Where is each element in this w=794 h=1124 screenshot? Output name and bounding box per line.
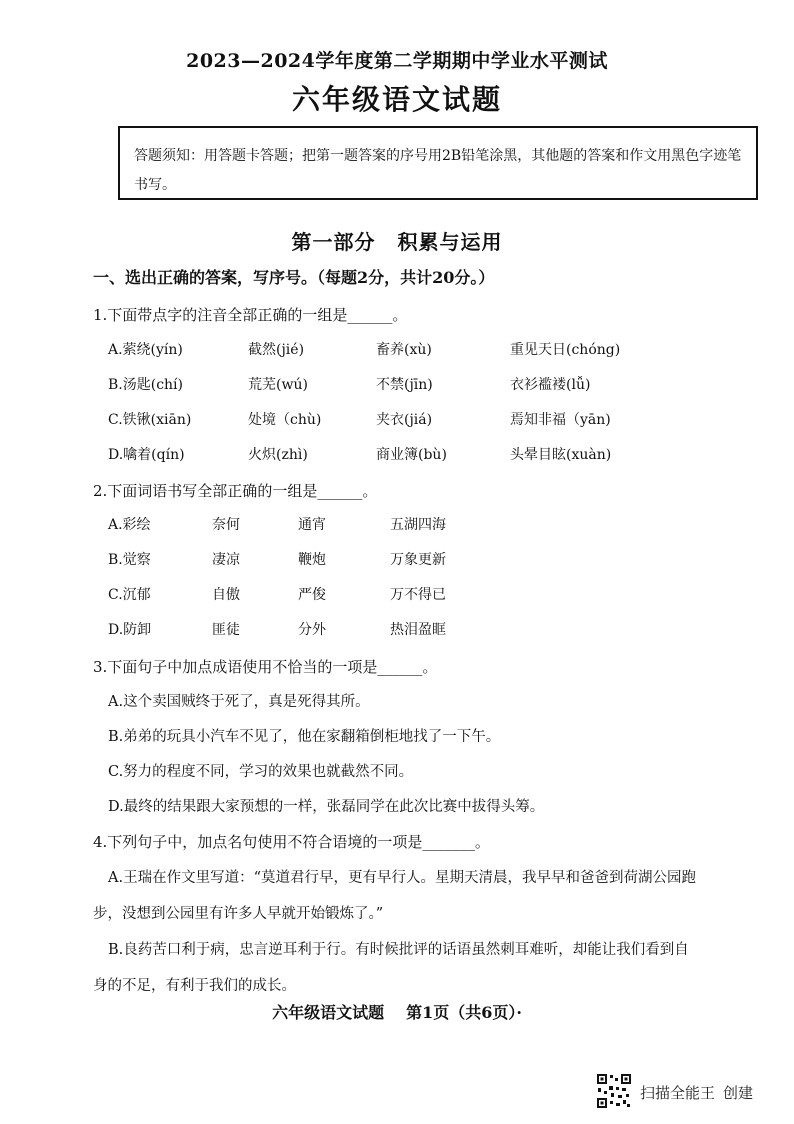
q2-option: 热泪盈眶 bbox=[390, 622, 446, 638]
q1-option: 畜养(xù) bbox=[376, 342, 432, 358]
q1-option: 不禁(jīn) bbox=[376, 377, 433, 393]
q2-option: B.觉察 bbox=[108, 552, 151, 568]
q3-option: A.这个卖国贼终于死了，真是死得其所。 bbox=[108, 694, 370, 710]
scanner-watermark bbox=[640, 1082, 753, 1103]
q3-option: B.弟弟的玩具小汽车不见了，他在家翻箱倒柜地找了一下午。 bbox=[108, 729, 501, 745]
q1-option: 夹衣(jiá) bbox=[376, 412, 433, 428]
part-name: 第一部分 bbox=[291, 230, 376, 254]
answer-notice-box bbox=[118, 126, 758, 200]
q1-option: C.铁锹(xiān) bbox=[108, 412, 192, 428]
q2-option: A.彩绘 bbox=[108, 517, 151, 533]
q2-option: D.防卸 bbox=[108, 622, 152, 638]
q4-option-a-line2: 步，没想到公园里有许多人早就开始锻炼了。” bbox=[93, 906, 384, 922]
section-heading: 一、选出正确的答案，写序号。（每题2分，共计20分。） bbox=[93, 268, 495, 287]
question-3-stem: 3.下面句子中加点成语使用不恰当的一项是______。 bbox=[93, 658, 438, 676]
q1-option: 衣衫褴褛(lǚ) bbox=[510, 377, 591, 393]
q4-option-a-line1: A.王瑞在作文里写道：“莫道君行早，更有早行人。星期天清晨，我早早和爸爸到荷湖公园跑 bbox=[108, 870, 696, 886]
q1-option: 截然(jié) bbox=[248, 342, 305, 358]
part-heading bbox=[0, 226, 794, 255]
q1-option: 火炽(zhì) bbox=[248, 447, 308, 463]
q1-option: 处境（chù) bbox=[248, 412, 322, 428]
q1-option: 荒芜(wú) bbox=[248, 377, 308, 393]
part-title: 积累与运用 bbox=[397, 230, 503, 254]
watermark-app-name: 扫描全能王 bbox=[640, 1084, 716, 1102]
q2-option: 匪徒 bbox=[212, 622, 240, 638]
q4-option-b-line1: B.良药苦口利于病，忠言逆耳利于行。有时候批评的话语虽然刺耳难听，却能让我们看到自 bbox=[108, 942, 689, 958]
question-4-stem: 4.下列句子中，加点名句使用不符合语境的一项是_______。 bbox=[93, 833, 490, 851]
q1-option: 重见天日(chóng) bbox=[510, 342, 621, 358]
q3-option: D.最终的结果跟大家预想的一样，张磊同学在此次比赛中拔得头筹。 bbox=[108, 799, 545, 815]
q1-option: 焉知非福（yān) bbox=[510, 412, 611, 428]
qr-code-icon bbox=[596, 1073, 632, 1109]
q2-option: 奈何 bbox=[212, 517, 240, 533]
exam-title: 六年级语文试题 bbox=[291, 83, 502, 116]
q2-option: 万象更新 bbox=[390, 552, 446, 568]
q2-option: 鞭炮 bbox=[298, 552, 326, 568]
q4-option-b-line2: 身的不足，有利于我们的成长。 bbox=[93, 978, 296, 994]
q1-option: A.萦绕(yín) bbox=[108, 342, 183, 358]
q1-option: B.汤匙(chí) bbox=[108, 377, 183, 393]
q2-option: 严俊 bbox=[298, 587, 326, 603]
q2-option: C.沉郁 bbox=[108, 587, 151, 603]
question-2-stem: 2.下面词语书写全部正确的一组是______。 bbox=[93, 482, 378, 500]
question-1-stem: 1.下面带点字的注音全部正确的一组是______。 bbox=[93, 306, 408, 324]
exam-term-title: 2023—2024学年度第二学期期中学业水平测试 bbox=[186, 50, 608, 72]
q2-option: 五湖四海 bbox=[390, 517, 446, 533]
q1-option: 头晕目眩(xuàn) bbox=[510, 447, 612, 463]
q1-option: 商业簿(bù) bbox=[376, 447, 447, 463]
answer-notice-text: 答题须知：用答题卡答题；把第一题答案的序号用2B铅笔涂黑，其他题的答案和作文用黑色字迹笔书写。 bbox=[134, 148, 742, 193]
page-footer bbox=[0, 1000, 794, 1023]
q2-option: 万不得已 bbox=[390, 587, 446, 603]
footer-page-number: 第1页（共6页）· bbox=[406, 1003, 522, 1022]
q3-option: C.努力的程度不同，学习的效果也就截然不同。 bbox=[108, 764, 414, 780]
watermark-action: 创建 bbox=[723, 1084, 754, 1102]
q2-option: 自傲 bbox=[212, 587, 240, 603]
q2-option: 通宵 bbox=[298, 517, 326, 533]
q2-option: 凄凉 bbox=[212, 552, 240, 568]
q2-option: 分外 bbox=[298, 622, 326, 638]
footer-subject: 六年级语文试题 bbox=[272, 1003, 385, 1022]
q1-option: D.噙着(qín) bbox=[108, 447, 185, 463]
